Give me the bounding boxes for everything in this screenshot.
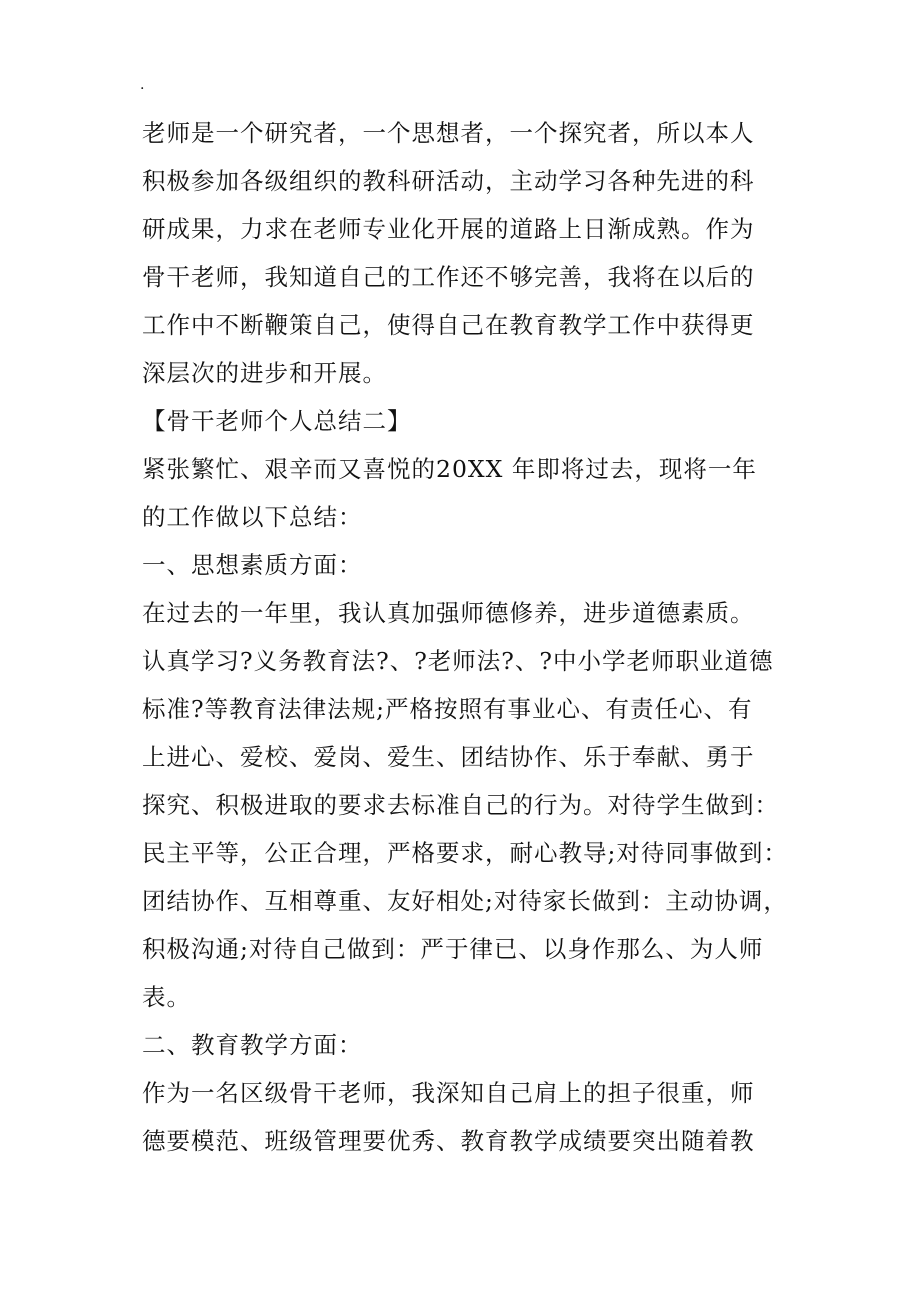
paragraph-line: 老师是一个研究者，一个思想者，一个探究者，所以本人 [142, 119, 755, 147]
paragraph-line: 在过去的一年里，我认真加强师德修养，进步道德素质。 [142, 599, 755, 627]
paragraph-line: 团结协作、互相尊重、友好相处;对待家长做到：主动协调， [142, 887, 788, 915]
paragraph-line: 积极参加各级组织的教科研活动，主动学习各种先进的科 [142, 167, 755, 195]
paragraph-line: 上进心、爱校、爱岗、爱生、团结协作、乐于奉献、勇于 [142, 743, 755, 771]
paragraph-line: 作为一名区级骨干老师，我深知自己肩上的担子很重，师 [142, 1079, 755, 1107]
paragraph-line: 认真学习?义务教育法?、?老师法?、?中小学老师职业道德 [142, 647, 774, 675]
paragraph-line: 表。 [142, 983, 191, 1011]
paragraph-line: 的工作做以下总结： [142, 503, 363, 531]
subsection-heading: 一、思想素质方面： [142, 551, 363, 579]
paragraph-line: 骨干老师，我知道自己的工作还不够完善，我将在以后的 [142, 263, 755, 291]
paragraph-line: 探究、积极进取的要求去标准自己的行为。对待学生做到： [142, 791, 779, 819]
page-marker: . [140, 77, 145, 93]
paragraph-line: 标准?等教育法律法规;严格按照有事业心、有责任心、有 [142, 695, 753, 723]
paragraph-line: 深层次的进步和开展。 [142, 359, 387, 387]
paragraph-line: 积极沟通;对待自己做到：严于律已、以身作那么、为人师 [142, 935, 764, 963]
section-heading: 【骨干老师个人总结二】 [142, 407, 412, 435]
paragraph-line: 德要模范、班级管理要优秀、教育教学成绩要突出随着教 [142, 1127, 755, 1155]
subsection-heading: 二、教育教学方面： [142, 1031, 363, 1059]
paragraph-line: 工作中不断鞭策自己，使得自己在教育教学工作中获得更 [142, 311, 755, 339]
paragraph-line: 民主平等，公正合理，严格要求，耐心教导;对待同事做到： [142, 839, 788, 867]
paragraph-line: 研成果，力求在老师专业化开展的道路上日渐成熟。作为 [142, 215, 755, 243]
paragraph-line: 紧张繁忙、艰辛而又喜悦的20XX 年即将过去，现将一年 [142, 455, 757, 483]
